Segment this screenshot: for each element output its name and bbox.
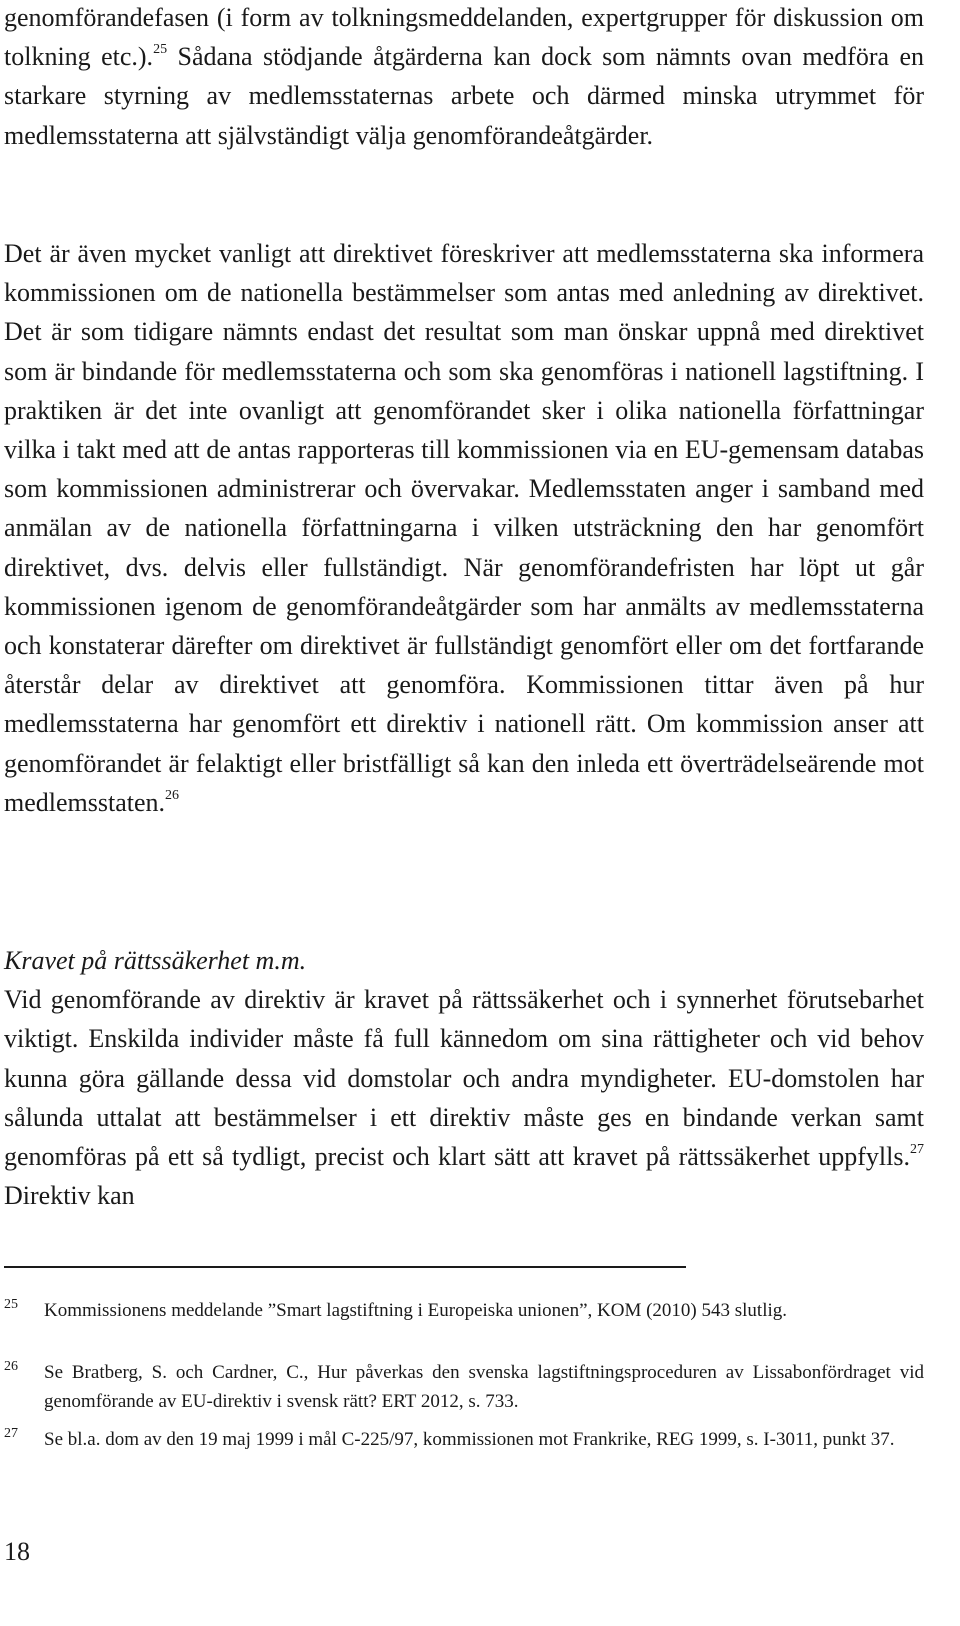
- section-heading: Kravet på rättssäkerhet m.m.: [4, 946, 307, 975]
- footnote-text: Se bl.a. dom av den 19 maj 1999 i mål C-225/97, kommissionen mot Frankrike, REG 1999, s. I-3011, punkt 37.: [44, 1429, 895, 1450]
- paragraph-text: Sådana stödjande åtgärderna kan dock som nämnts ovan medföra en starkare styrning av medlemsstaternas arbete och därmed minska utrymmet för medlemsstaterna att självständigt välja genomförandeåtgärder.: [4, 42, 924, 150]
- footnote-number: 26: [4, 1359, 18, 1374]
- footnote-text: Kommissionens meddelande ”Smart lagstiftning i Europeiska unionen”, KOM (2010) 543 slutlig.: [44, 1300, 788, 1321]
- page-number: 18: [4, 1537, 30, 1566]
- body-paragraph-3: [4, 941, 924, 1215]
- paragraph-text: Det är även mycket vanligt att direktivet föreskriver att medlemsstaterna ska informera kommissionen om de nationella bestämmelser som antas med anledning av direktivet. Det är som tidigare nämnts endast det resultat som man önskar uppnå med direktivet som är bindande för medlemsstaterna och som ska genomföras i nationell lagstiftning. I praktiken är det inte ovanligt att genomförandet sker i olika nationella författningar vilka i takt med att de antas rapporteras till kommissionen via en EU-gemensam databas som kommissionen administrerar och övervakar. Medlemsstaten anger i samband med anmälan av de nationella författningarna i vilken utsträckning den har genomfört direktivet, dvs. delvis eller fullständigt. När genomförandefristen har löpt ut går kommissionen igenom de genomförandeåtgärder som har anmälts av medlemsstaterna och konstaterar därefter om direktivet är fullständigt genomfört eller om det fortfarande återstår delar av direktivet att genomföra. Kommissionen tittar även på hur medlemsstaterna har genomfört ett direktiv i nationell rätt. Om kommission anser att genomförandet är felaktigt eller bristfälligt så kan den inleda ett överträdelseärende mot medlemsstaten.: [4, 239, 924, 817]
- paragraph-text: Vid genomförande av direktiv är kravet på rättssäkerhet och i synnerhet förutsebarhet viktigt. Enskilda individer måste få full kännedom om sina rättigheter och vid behov kunna göra gällande dessa vid domstolar och andra myndigheter. EU-domstolen har sålunda uttalat att bestämmelser i ett direktiv måste ges en bindande verkan samt genomföras på ett så tydligt, precist och klart sätt att kravet på rättssäkerhet uppfylls.: [4, 985, 924, 1172]
- footnote-text: Se Bratberg, S. och Cardner, C., Hur påverkas den svenska lagstiftningsproceduren av Lissabonfördraget vid genomförande av EU-direktiv i svensk rätt? ERT 2012, s. 733.: [44, 1362, 924, 1412]
- paragraph-text: Direktiv kan: [4, 1181, 135, 1211]
- footnote-divider: [4, 1266, 686, 1268]
- footnote-ref-26: 26: [165, 787, 180, 803]
- body-paragraph-2: [4, 234, 924, 822]
- footnote-26: [4, 1358, 924, 1416]
- footnote-number: 25: [4, 1297, 18, 1312]
- footnote-ref-25: 25: [153, 42, 168, 58]
- paragraph-text: genomförandefasen (i form av tolkningsmeddelanden, expertgrupper för diskussion om tolkning etc.).: [4, 3, 924, 72]
- footnote-number: 27: [4, 1426, 18, 1441]
- footnote-25: [4, 1296, 924, 1325]
- footnote-ref-27: 27: [910, 1142, 924, 1158]
- body-paragraph-1: [4, 0, 924, 155]
- footnote-27: [4, 1425, 924, 1454]
